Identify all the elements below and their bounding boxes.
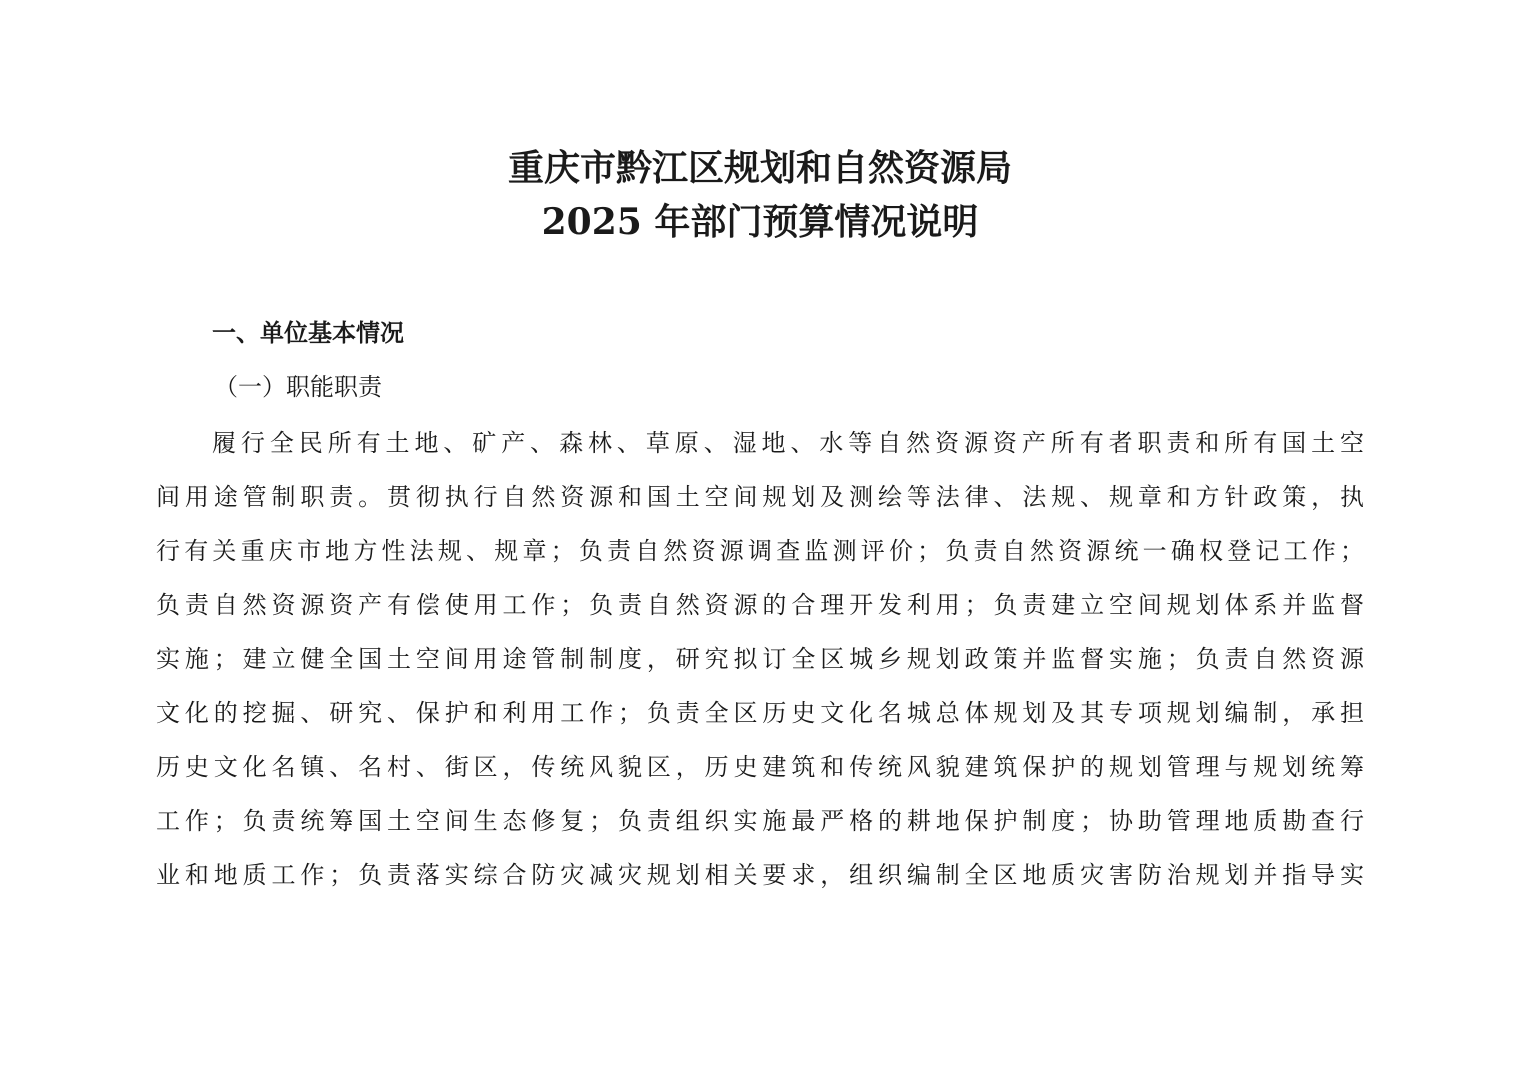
- paragraph-line: 实施；建立健全国土空间用途管制制度，研究拟订全区城乡规划政策并监督实施；负责自然资源: [156, 645, 1364, 673]
- paragraph-line: 间用途管制职责。贯彻执行自然资源和国土空间规划及测绘等法律、法规、规章和方针政策，执: [156, 483, 1364, 511]
- section-heading: 一、单位基本情况: [212, 319, 404, 347]
- document-title-line-1: 重庆市黔江区规划和自然资源局: [507, 147, 1012, 189]
- paragraph-line: 历史文化名镇、名村、街区，传统风貌区，历史建筑和传统风貌建筑保护的规划管理与规划统筹: [156, 753, 1364, 781]
- paragraph-line: 业和地质工作；负责落实综合防灾减灾规划相关要求，组织编制全区地质灾害防治规划并指导实: [156, 861, 1364, 889]
- paragraph-line: 工作；负责统筹国土空间生态修复；负责组织实施最严格的耕地保护制度；协助管理地质勘查行: [156, 807, 1364, 835]
- subsection-heading: （一）职能职责: [214, 373, 382, 401]
- paragraph-line: 行有关重庆市地方性法规、规章；负责自然资源调查监测评价；负责自然资源统一确权登记工作；: [156, 537, 1364, 565]
- paragraph-line: 负责自然资源资产有偿使用工作；负责自然资源的合理开发利用；负责建立空间规划体系并监督: [156, 591, 1364, 619]
- document-title-line-2: 2025 年部门预算情况说明: [541, 201, 979, 243]
- paragraph-line: 履行全民所有土地、矿产、森林、草原、湿地、水等自然资源资产所有者职责和所有国土空: [212, 429, 1364, 457]
- paragraph-line: 文化的挖掘、研究、保护和利用工作；负责全区历史文化名城总体规划及其专项规划编制，承担: [156, 699, 1364, 727]
